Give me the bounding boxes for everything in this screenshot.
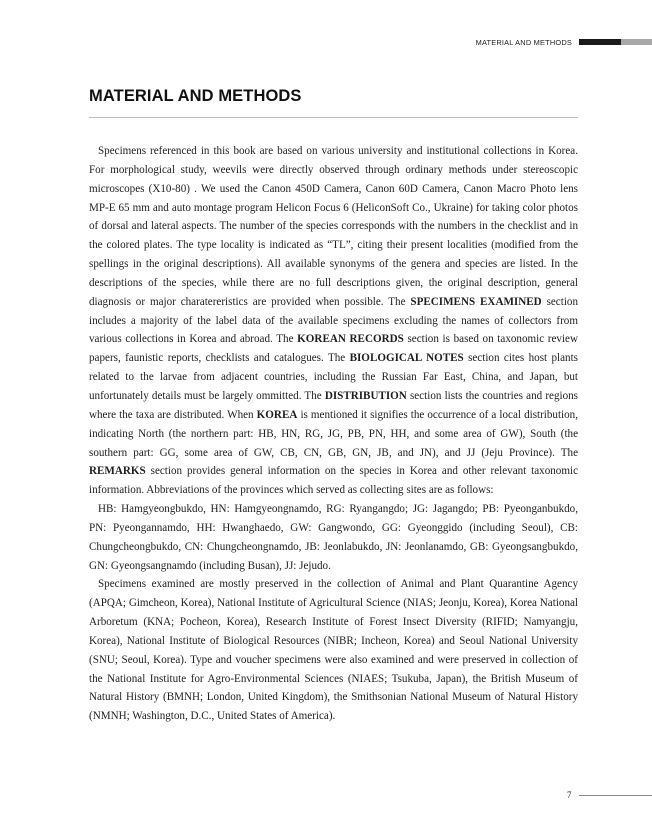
- text-run: section cites host plants related to the larvae from adjacent countries, including the Russian Far East, China, and Japan, but unfortunately details must be largely ommitted. The: [89, 352, 578, 402]
- footer-rule: [579, 795, 652, 796]
- running-head-bar-grey: [621, 39, 652, 45]
- section-keyword: SPECIMENS EXAMINED: [410, 295, 542, 308]
- text-run: is mentioned it signifies the occurrence of a local distribution, indicating North (the northern part: HB, HN, RG, JG, PB, PN, HH, and some area of GW), South (the southern part: GG, some area of GW, CB, CN, GB, GN, JB, and JN), and JJ (Jeju Province). The: [89, 408, 579, 459]
- paragraph-abbreviations: [89, 500, 578, 575]
- paragraph-collections: [89, 575, 578, 726]
- page-number: 7: [567, 790, 572, 800]
- running-head: [440, 38, 652, 48]
- text-run: Specimens referenced in this book are based on various university and institutional collections in Korea. For morphological study, weevils were directly observed through ordinary methods under stereoscopic microscopes (X10-80) . We used the Canon 450D Camera, Canon 60D Camera, Canon Macro Photo lens MP-E 65 mm and auto montage program Helicon Focus 6 (HeliconSoft Co., Ukraine) for taking color photos of dorsal and lateral aspects. The number of the species corresponds with the numbers in the checklist and in the colored plates. The type locality is indicated as “TL”, citing their present localities (modified from the spellings in the original descriptions). All available synonyms of the genera and species are listed. In the descriptions of the species, while there are no full descriptions given, the original description, general diagnosis or major charatereristics are provided when possible. The: [89, 145, 578, 308]
- section-keyword: KOREAN RECORDS: [297, 333, 404, 346]
- text-run: section includes a majority of the label data of the available specimens excluding the names of collectors from various collections in Korea and abroad. The: [89, 295, 578, 346]
- text-run: HB: Hamgyeongbukdo, HN: Hamgyeongnamdo, RG: Ryangangdo; JG: Jagangdo; PB: Pyeonganbukdo, PN: Pyeongannamdo, HH: Hwanghaedo, GW: Gangwondo, GG: Gyeonggido (including Seoul), CB: Chungcheongbukdo, CN: Chungcheongnamdo, JB: Jeonlabukdo, JN: Jeonlanamdo, GB: Gyeongsangbukdo, GN: Gyeongsangnamdo (including Busan), JJ: Jejudo.: [89, 503, 578, 572]
- text-run: Specimens examined are mostly preserved in the collection of Animal and Plant Quarantine Agency (APQA; Gimcheon, Korea), National Institute of Agricultural Science (NIAS; Jeonju, Korea), Korea National Arboretum (KNA; Pocheon, Korea), Research Institute of Forest Insect Diversity (RIFID; Namyangju, Korea), National Institute of Biological Resources (NIBR; Incheon, Korea) and Seoul National University (SNU; Seoul, Korea). Type and voucher specimens were also examined and were preserved in collection of the National Institute for Agro-Environmental Sciences (NIAES; Tsukuba, Japan), the British Museum of Natural History (BMNH; London, United Kingdom), the Smithsonian National Museum of Natural History (NMNH; Washington, D.C., United States of America).: [89, 578, 578, 723]
- paragraph-intro: [89, 142, 578, 500]
- page-footer: [562, 788, 652, 802]
- section-keyword: BIOLOGICAL NOTES: [349, 352, 464, 365]
- section-keyword: REMARKS: [89, 465, 146, 478]
- section-keyword: KOREA: [256, 408, 298, 421]
- running-head-bar-dark: [579, 39, 621, 45]
- running-head-text: MATERIAL AND METHODS: [475, 38, 572, 47]
- body-text: [89, 142, 578, 726]
- section-keyword: DISTRIBUTION: [324, 389, 407, 402]
- page-title: MATERIAL AND METHODS: [89, 87, 302, 105]
- text-run: section lists the countries and regions where the taxa are distributed. When: [89, 389, 578, 421]
- text-run: section provides general information on the species in Korea and other relevant taxonomic information. Abbreviations of the provinces which served as collecting sites are as follows:: [89, 465, 578, 497]
- text-run: section is based on taxonomic review papers, faunistic reports, checklists and catalogues. The: [89, 333, 578, 365]
- title-divider: [89, 117, 578, 118]
